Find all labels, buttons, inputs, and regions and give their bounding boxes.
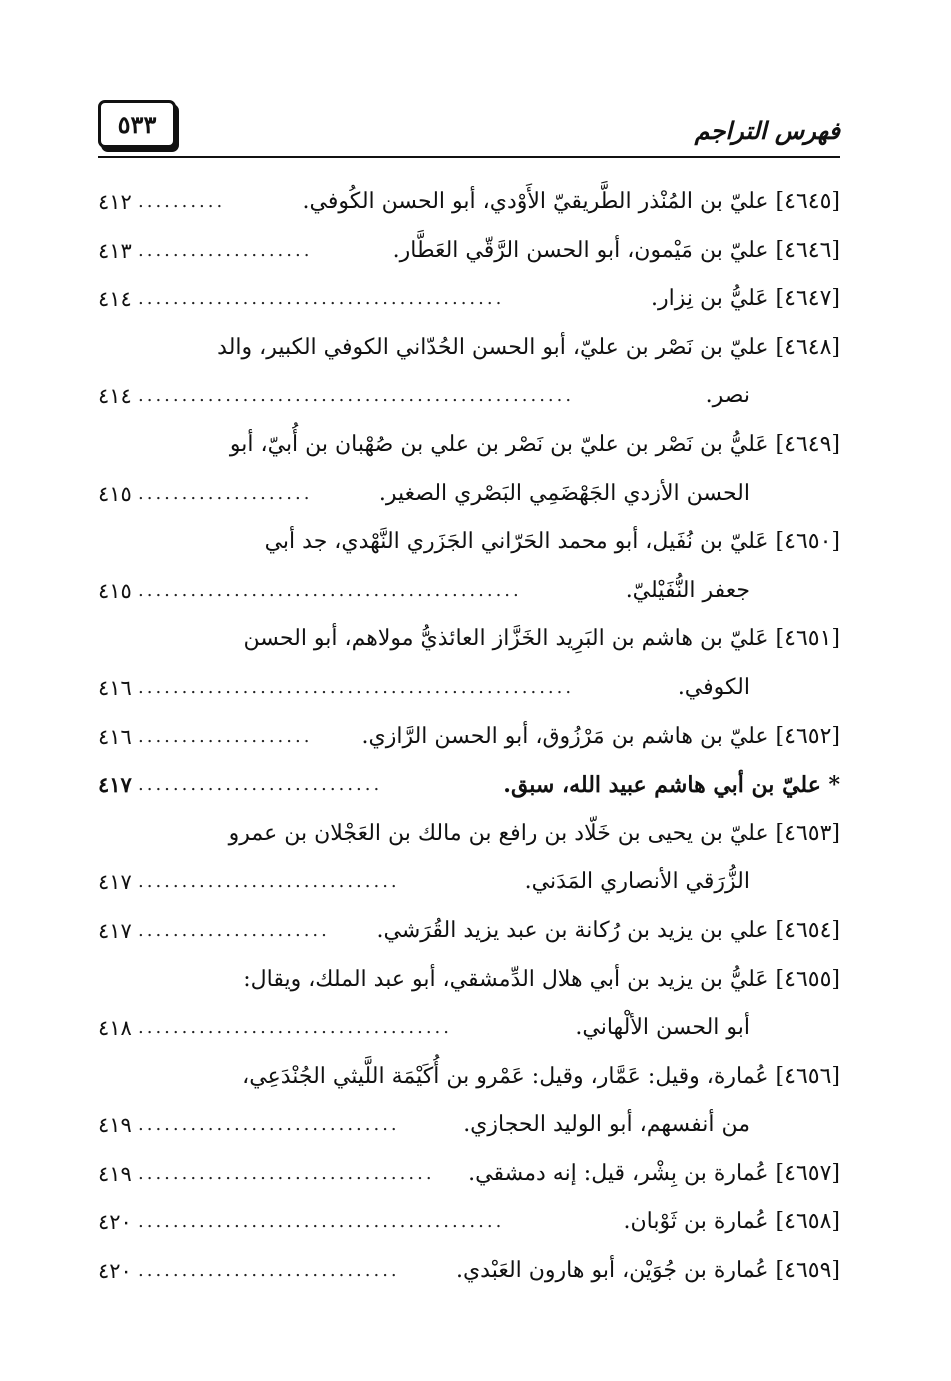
entry-text: [٤٦٥٤] علي بن يزيد بن رُكانة بن عبد يزيد القُرَشي. [376,917,840,943]
page-reference: ٤١٥ [98,481,132,506]
dot-leader: .................................................. [138,676,575,698]
index-entry-line [98,910,840,959]
entry-text: [٤٦٥٠] عَليّ بن نُفَيل، أبو محمد الحَرّاني الجَزَري النَّهْدي، جد أبي [264,529,840,555]
index-entry-line [98,959,840,1008]
entry-text: [٤٦٥١] عَليّ بن هاشم بن البَرِيد الخَزَّاز العائذيُّ مولاهم، أبو الحسن [243,626,840,652]
page-reference: ٤١٢ [98,190,132,214]
entry-continuation-line [98,861,840,910]
index-entry-line [98,1153,840,1202]
dot-leader: .................................................. [138,385,575,407]
index-entry-line [98,716,840,765]
page-reference: ٤١٩ [98,1161,132,1186]
page-reference: ٤١٦ [98,724,132,749]
dot-leader: .............................. [138,1260,400,1282]
index-entry-line [98,618,840,667]
index-entry-line [98,278,840,327]
dot-leader: .......... [138,191,226,212]
dot-leader: .......................................... [138,288,505,310]
dot-leader: .................... [138,239,313,261]
entry-text: [٤٦٥٥] عَليُّ بن يزيد بن أبي هلال الدِّمشقي، أبو عبد الملك، ويقال: [243,966,840,992]
entry-text: [٤٦٤٧] عَليُّ بن نِزار. [650,286,840,312]
entry-text: [٤٦٥٦] عُمارة، وقيل: عَمَّار، وقيل: عَمْرو بن أُكَيْمَة اللَّيثي الجُنْدَعِي، [242,1063,840,1089]
cross-reference-line [98,764,840,813]
dot-leader: ............................................ [138,579,522,601]
entry-text: * عليّ بن أبي هاشم عبيد الله، سبق. [503,772,840,799]
page-reference: ٤١٨ [98,1016,132,1041]
page-reference: ٤١٦ [98,675,132,700]
entry-text: [٤٦٥٧] عُمارة بن بِشْر، قيل: إنه دمشقي. [468,1160,840,1186]
dot-leader: .............................. [138,871,400,893]
entry-text: [٤٦٥٨] عُمارة بن ثَوْبان. [623,1209,840,1235]
index-entry-line [98,1056,840,1105]
page-reference: ٤٢٠ [98,1259,132,1284]
entry-text: من أنفسهم، أبو الوليد الحجازي. [463,1112,750,1138]
entry-continuation-line [98,570,840,619]
page-reference: ٤٢٠ [98,1210,132,1235]
entry-text: [٤٦٤٥] عليّ بن المُنْذر الطَّريقيّ الأَوْدي، أبو الحسن الكُوفي. [302,189,840,214]
index-entry-line [98,521,840,570]
running-title: فهرس التراجم [694,116,840,145]
dot-leader: .................................. [138,1162,435,1184]
page-reference: ٤١٣ [98,238,132,263]
index-entry-line [98,1250,840,1299]
dot-leader: .............................. [138,1114,400,1136]
dot-leader: .................... [138,482,313,504]
index-of-biographies [98,181,840,1299]
entry-text: [٤٦٤٨] عليّ بن نَصْر بن عليّ، أبو الحسن الحُدّاني الكوفي الكبير، والد [217,334,840,360]
index-entry-line [98,181,840,230]
entry-text: الزُّرَقي الأنصاري المَدَني. [524,869,750,895]
entry-continuation-line [98,473,840,522]
page-reference: ٤١٤ [98,384,132,409]
entry-continuation-line [98,1104,840,1153]
page-reference: ٤١٤ [98,287,132,312]
entry-text: الحسن الأزدي الجَهْضَمِي البَصْري الصغير. [378,480,750,506]
dot-leader: .................................... [138,1017,452,1039]
entry-text: [٤٦٥٢] عليّ بن هاشم بن مَرْزُوق، أبو الحسن الرَّازي. [361,723,840,749]
entry-text: [٤٦٥٣] عليّ بن يحيى بن خَلّاد بن رافع بن مالك بن العَجْلان بن عمرو [228,820,840,846]
index-entry-line [98,327,840,376]
entry-text: [٤٦٤٩] عَليُّ بن نَصْر بن عليّ بن نَصْر بن علي بن صُهْبان بن أُبيّ، أبو [229,431,840,457]
entry-text: [٤٦٥٩] عُمارة بن جُوَيْن، أبو هارون العَبْدي. [455,1258,840,1284]
index-entry-line [98,230,840,279]
dot-leader: .......................................... [138,1211,505,1233]
entry-continuation-line [98,667,840,716]
index-entry-line [98,813,840,862]
entry-text: الكوفي. [677,674,750,700]
dot-leader: ............................ [138,774,383,796]
dot-leader: ...................... [138,919,330,941]
entry-continuation-line [98,1007,840,1056]
page-reference: ٤١٧ [98,870,132,895]
entry-continuation-line [98,375,840,424]
page-reference: ٤١٧ [98,918,132,943]
entry-text: نصر. [705,383,750,409]
page-number-box: ٥٣٣ [98,100,176,148]
entry-text: جعفر النُّفَيْليّ. [625,577,750,603]
page-reference: ٤١٥ [98,578,132,603]
entry-text: [٤٦٤٦] عليّ بن مَيْمون، أبو الحسن الرَّقّي العَطَّار. [392,237,840,263]
entry-text: أبو الحسن الألْهاني. [575,1015,750,1041]
dot-leader: .................... [138,725,313,747]
page-reference: ٤١٧ [98,772,132,798]
index-entry-line [98,1201,840,1250]
page-header [98,100,840,158]
index-entry-line [98,424,840,473]
page-reference: ٤١٩ [98,1113,132,1138]
